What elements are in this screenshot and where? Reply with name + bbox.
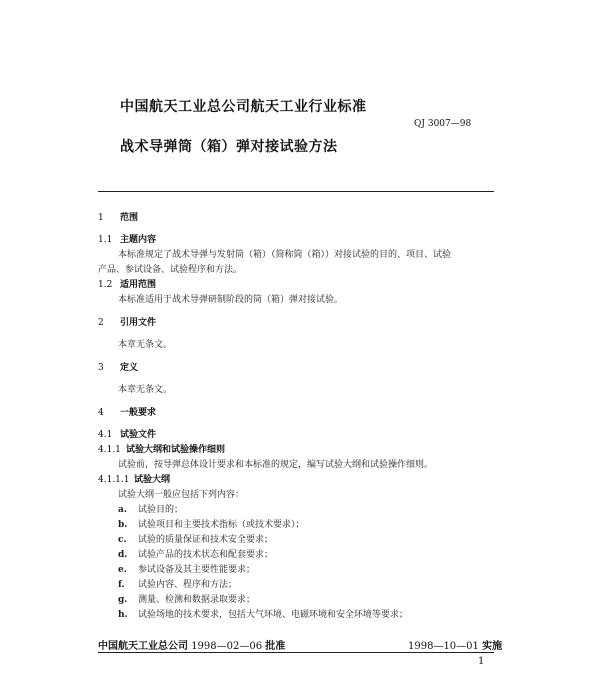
section-heading [98,315,156,328]
paragraph-line: 本标准规定了战术导弹与发射筒（箱）（简称筒（箱））对接试验的目的、项目、试验 [118,250,452,260]
section-number: 1 [98,213,104,223]
section-title: 引用文件 [120,318,157,328]
section-number: 1.2 [98,280,113,290]
implementation-label: 实施 [482,641,503,652]
list-text: 测量、检测和数据录取要求； [138,595,256,605]
list-text: 参试设备及其主要性能要求； [138,565,256,575]
list-item [118,607,408,620]
list-item [118,562,255,575]
list-item [118,577,237,590]
list-marker: b. [118,520,128,530]
list-text: 试验项目和主要技术指标（或技术要求）； [138,520,305,530]
list-item [118,592,255,605]
list-marker: g. [118,595,128,605]
page-number: 1 [478,656,485,667]
footer-divider [98,652,494,653]
list-text: 试验内容、程序和方法； [138,580,238,590]
paragraph-line: 产品、参试设备、试验程序和方法。 [98,265,243,275]
issuing-organization-standard: 中国航天工业总公司航天工业行业标准 [120,99,367,115]
section-title: 一般要求 [120,408,157,418]
section-heading [98,442,225,455]
section-heading [98,232,156,245]
list-marker: e. [118,565,127,575]
section-number: 4.1 [98,430,113,440]
section-heading [98,277,156,290]
paragraph-line: 试验大纲一般应包括下列内容： [118,490,245,500]
section-heading [98,427,156,440]
section-title: 试验大纲 [134,475,171,485]
footer-organization: 中国航天工业总公司 [98,641,188,652]
list-text: 试验目的； [138,505,184,515]
section-heading [98,472,170,485]
list-text: 试验的质量保证和技术安全要求； [138,535,274,545]
list-item [118,502,183,515]
paragraph-line: 本章无条文。 [118,385,173,395]
list-item [118,547,273,560]
section-number: 4.1.1 [98,445,121,455]
approval-line [98,637,285,652]
list-marker: d. [118,550,128,560]
section-number: 4 [98,408,104,418]
list-marker: h. [118,610,128,620]
section-number: 1.1 [98,235,113,245]
section-title: 主题内容 [120,235,157,245]
section-heading [98,405,156,418]
approval-label: 批准 [265,641,286,652]
paragraph-line: 本章无条文。 [118,340,173,350]
paragraph-line: 试验前，按导弹总体设计要求和本标准的规定，编写试验大纲和试验操作细则。 [118,460,434,470]
section-title: 适用范围 [120,280,157,290]
header-divider [98,191,494,192]
list-marker: c. [118,535,127,545]
document-title: 战术导弹筒（箱）弹对接试验方法 [120,139,338,155]
list-marker: a. [118,505,127,515]
section-title: 试验文件 [120,430,157,440]
section-heading [98,210,138,223]
standard-number: QJ 3007—98 [414,119,472,129]
list-item [118,517,305,530]
section-title: 试验大纲和试验操作细则 [126,445,226,455]
implementation-date: 1998—10—01 [408,641,479,652]
section-number: 2 [98,318,104,328]
list-marker: f. [118,580,125,590]
section-title: 定义 [120,363,139,373]
list-text: 试验产品的技术状态和配套要求； [138,550,274,560]
section-title: 范围 [120,213,139,223]
list-text: 试验场地的技术要求，包括大气环境、电磁环境和安全环境等要求； [138,610,409,620]
paragraph-line: 本标准适用于战术导弹研制阶段的筒（箱）弹对接试验。 [118,295,344,305]
section-number: 4.1.1.1 [98,475,130,485]
list-item [118,532,273,545]
section-heading [98,360,138,373]
approval-date: 1998—02—06 [191,641,263,652]
implementation-line [408,637,502,652]
section-number: 3 [98,363,104,373]
